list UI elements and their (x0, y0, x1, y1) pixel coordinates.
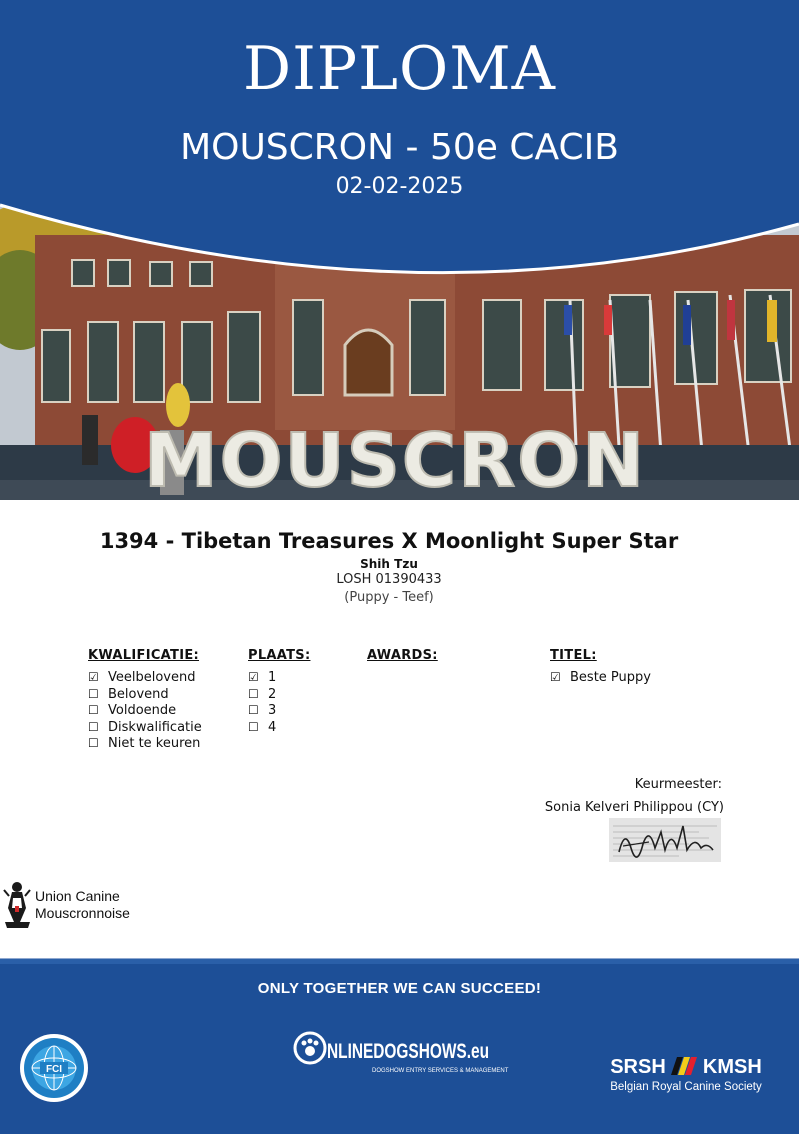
dog-class: (Puppy - Teef) (344, 590, 434, 605)
plaats-heading: PLAATS: (248, 648, 311, 663)
diploma-title: DIPLOMA (243, 34, 556, 104)
checkbox: ☐ (88, 703, 99, 717)
plaats-section (248, 648, 310, 735)
plaats-item: ☐ 3 (248, 703, 277, 718)
club-logo-block (2, 878, 152, 932)
plaats-item: ☐ 4 (248, 719, 277, 735)
footer (0, 958, 799, 1134)
awards-section (367, 648, 438, 669)
svg-text:NLINEDOGSHOWS.eu: NLINEDOGSHOWS.eu (327, 1040, 489, 1063)
club-logo-icon (2, 878, 36, 932)
checkbox: ☑ (88, 670, 99, 684)
awards-heading: AWARDS: (367, 648, 438, 663)
fci-logo-icon (18, 1032, 90, 1104)
checkbox: ☐ (88, 736, 99, 750)
checkbox: ☑ (550, 670, 561, 684)
footer-slogan: ONLY TOGETHER WE CAN SUCCEED! (257, 980, 542, 997)
titel-section (550, 648, 651, 686)
checkbox: ☐ (248, 719, 259, 734)
kwalificatie-section (88, 648, 202, 752)
kwalificatie-item: ☐ Niet te keuren (88, 736, 201, 751)
club-name: Union Canine Mouscronnoise (35, 888, 130, 921)
srsh-kmsh-logo (600, 1056, 772, 1098)
kwalificatie-heading: KWALIFICATIE: (88, 648, 200, 663)
titel-heading: TITEL: (550, 648, 597, 663)
show-date: 02-02-2025 (335, 174, 464, 199)
dog-name: 1394 - Tibetan Treasures X Moonlight Super Star (99, 529, 679, 553)
checkbox: ☐ (248, 703, 259, 717)
plaats-item: ☐ 2 (248, 686, 277, 702)
checkbox: ☐ (88, 686, 99, 701)
judge-label: Keurmeester: (634, 777, 722, 792)
svg-text:FCI: FCI (45, 1064, 63, 1075)
checkbox: ☑ (248, 670, 259, 684)
kwalificatie-item: ☐ Voldoende (88, 703, 177, 718)
diploma-header (0, 0, 799, 504)
mouscron-sign: MOUSCRON (143, 418, 647, 504)
checkbox: ☐ (248, 686, 259, 701)
belgian-flag-icon (671, 1057, 697, 1075)
checkbox: ☐ (88, 719, 99, 734)
kwalificatie-item: ☑ Veelbelovend (88, 670, 196, 685)
kwalificatie-item: ☐ Belovend (88, 686, 169, 702)
plaats-item: ☑ 1 (248, 670, 277, 685)
kwalificatie-item: ☐ Diskwalificatie (88, 719, 202, 735)
show-name: MOUSCRON - 50e CACIB (180, 127, 619, 168)
svg-text:DOGSHOW ENTRY SERVICES & MANAG: DOGSHOW ENTRY SERVICES & MANAGEMENT (372, 1068, 509, 1074)
judge-signature (609, 818, 721, 862)
dog-breed: Shih Tzu (360, 557, 418, 571)
srsh-kmsh-name: SRSH KMSH (610, 1056, 762, 1078)
judge-name: Sonia Kelveri Philippou (CY) (544, 800, 724, 815)
srsh-subtitle: Belgian Royal Canine Society (610, 1081, 762, 1093)
dog-registration: LOSH 01390433 (336, 572, 442, 587)
footer-divider (0, 958, 799, 964)
onlinedogshows-logo (294, 1030, 509, 1078)
titel-item: ☑ Beste Puppy (550, 670, 651, 685)
